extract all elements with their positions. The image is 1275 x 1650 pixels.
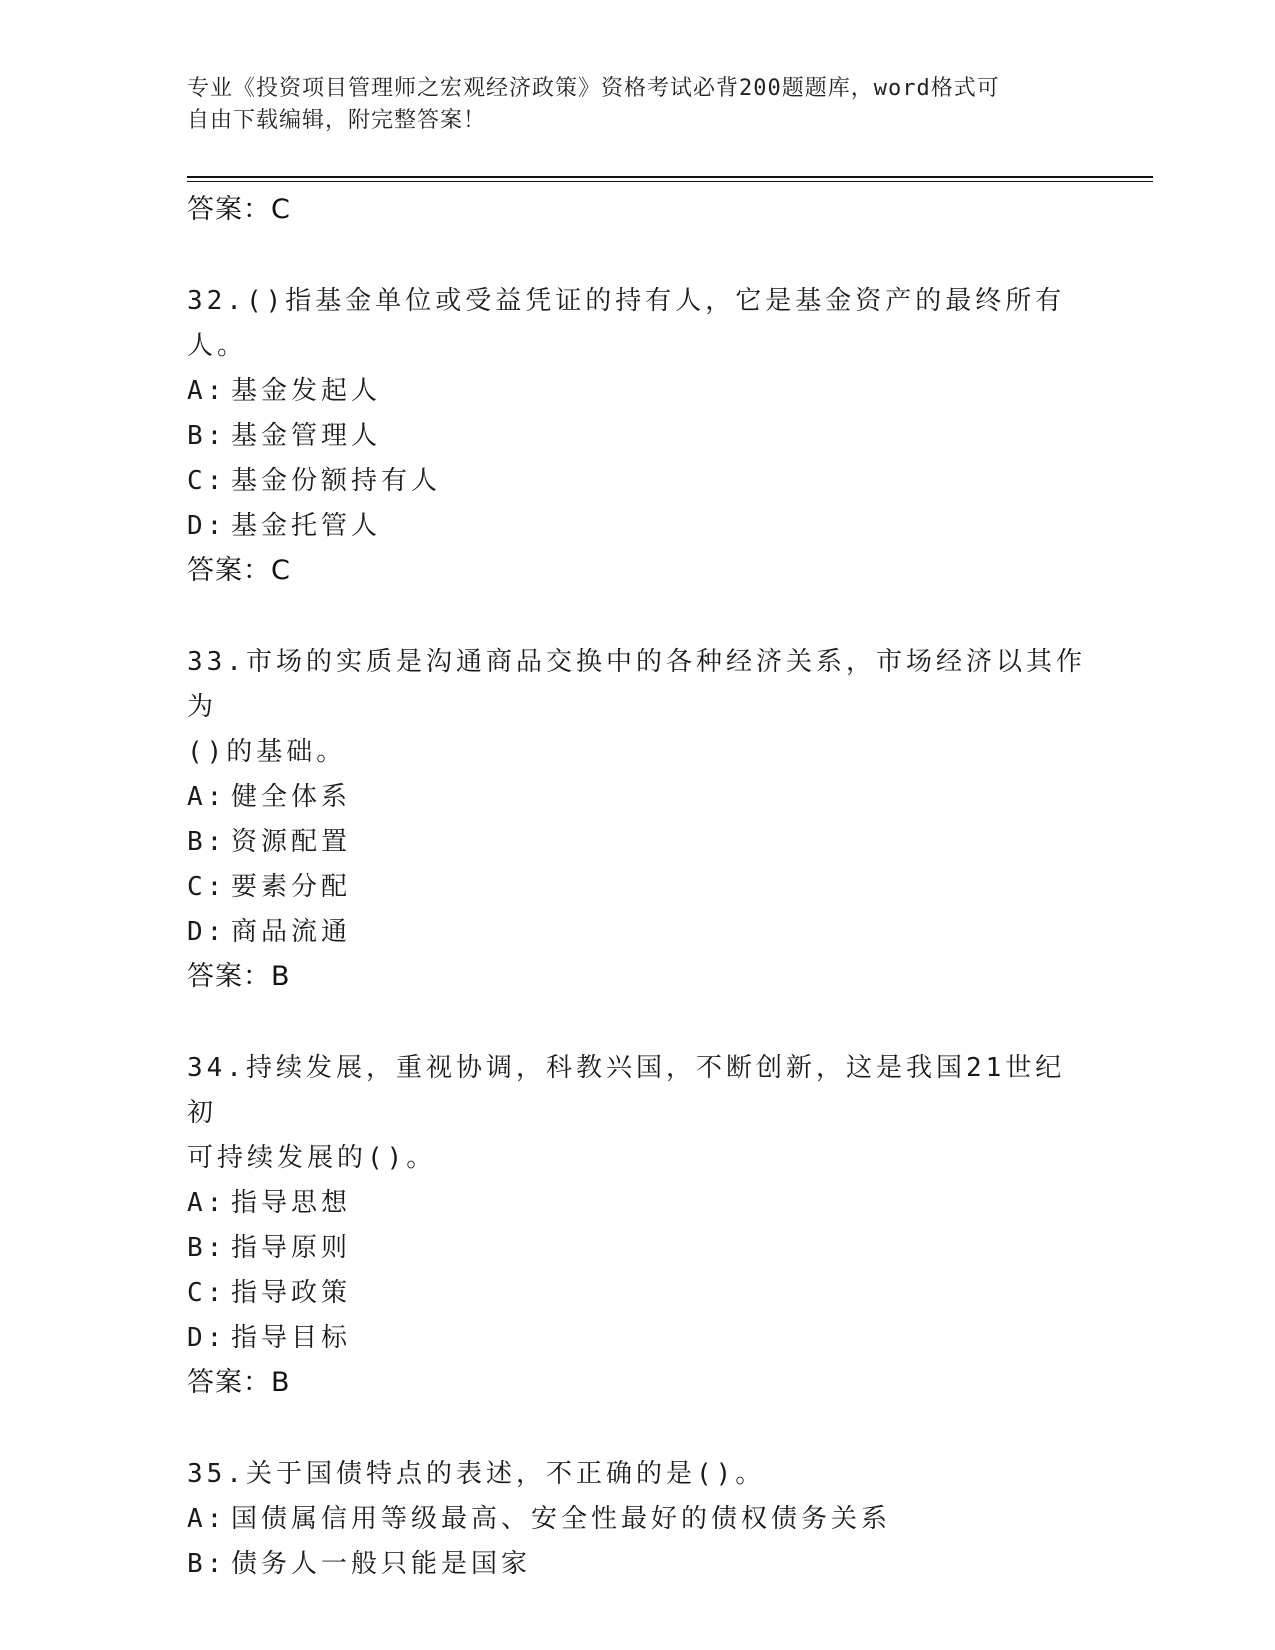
option-key: A: xyxy=(187,1188,227,1218)
option-key: A: xyxy=(187,1504,227,1534)
option-text: 指导政策 xyxy=(231,1278,352,1308)
spacer xyxy=(187,232,1087,279)
option-text: 基金托管人 xyxy=(231,511,382,541)
question-stem xyxy=(187,1452,1087,1497)
option-key: D: xyxy=(187,917,227,947)
option-item xyxy=(187,775,1087,820)
question-stem-line: 可持续发展的()。 xyxy=(187,1143,437,1173)
question-stem-line: 35.关于国债特点的表述，不正确的是()。 xyxy=(187,1459,766,1489)
question-stem-line: 33.市场的实质是沟通商品交换中的各种经济关系，市场经济以其作为 xyxy=(187,647,1086,722)
option-key: B: xyxy=(187,827,227,857)
option-key: D: xyxy=(187,511,227,541)
option-item xyxy=(187,504,1087,549)
answer-line: 答案：B xyxy=(187,1367,291,1398)
option-item xyxy=(187,910,1087,955)
option-key: B: xyxy=(187,1549,227,1579)
option-text: 资源配置 xyxy=(231,827,352,857)
option-item xyxy=(187,369,1087,414)
option-text: 健全体系 xyxy=(231,782,352,812)
option-key: D: xyxy=(187,1323,227,1353)
option-text: 基金发起人 xyxy=(231,376,382,406)
option-item xyxy=(187,865,1087,910)
option-item xyxy=(187,1542,1087,1587)
option-text: 国债属信用等级最高、安全性最好的债权债务关系 xyxy=(231,1504,892,1534)
option-item xyxy=(187,1226,1087,1271)
option-key: B: xyxy=(187,421,227,451)
option-key: A: xyxy=(187,376,227,406)
answer-line: 答案：B xyxy=(187,961,291,992)
option-item xyxy=(187,1181,1087,1226)
option-key: C: xyxy=(187,466,227,496)
question-list xyxy=(187,188,1087,1587)
option-item xyxy=(187,1497,1087,1542)
question-stem-line: 34.持续发展，重视协调，科教兴国，不断创新，这是我国21世纪初 xyxy=(187,1053,1066,1128)
question-stem-line: ()的基础。 xyxy=(187,737,347,767)
spacer xyxy=(187,999,1087,1046)
option-text: 指导原则 xyxy=(231,1233,352,1263)
option-text: 商品流通 xyxy=(231,917,352,947)
option-item xyxy=(187,1271,1087,1316)
option-text: 基金管理人 xyxy=(231,421,382,451)
header-line-1: 专业《投资项目管理师之宏观经济政策》资格考试必背200题题库，word格式可 xyxy=(187,76,1000,101)
option-text: 指导目标 xyxy=(231,1323,352,1353)
answer-line: 答案：C xyxy=(187,194,291,225)
spacer xyxy=(187,593,1087,640)
option-key: C: xyxy=(187,1278,227,1308)
option-item xyxy=(187,1316,1087,1361)
spacer xyxy=(187,1405,1087,1452)
header-rule-thin xyxy=(187,181,1153,182)
question-stem xyxy=(187,279,1087,369)
document-header xyxy=(187,73,1067,137)
header-rule-thick xyxy=(187,176,1153,178)
question-stem xyxy=(187,640,1087,775)
option-item xyxy=(187,820,1087,865)
option-key: A: xyxy=(187,782,227,812)
option-key: B: xyxy=(187,1233,227,1263)
option-text: 指导思想 xyxy=(231,1188,352,1218)
answer-line: 答案：C xyxy=(187,555,291,586)
header-line-2: 自由下载编辑，附完整答案！ xyxy=(187,108,487,133)
option-text: 要素分配 xyxy=(231,872,352,902)
question-stem-line: 32.()指基金单位或受益凭证的持有人，它是基金资产的最终所有人。 xyxy=(187,286,1066,361)
option-text: 债务人一般只能是国家 xyxy=(231,1549,532,1579)
option-key: C: xyxy=(187,872,227,902)
option-item xyxy=(187,414,1087,459)
question-stem xyxy=(187,1046,1087,1181)
option-item xyxy=(187,459,1087,504)
option-text: 基金份额持有人 xyxy=(231,466,442,496)
